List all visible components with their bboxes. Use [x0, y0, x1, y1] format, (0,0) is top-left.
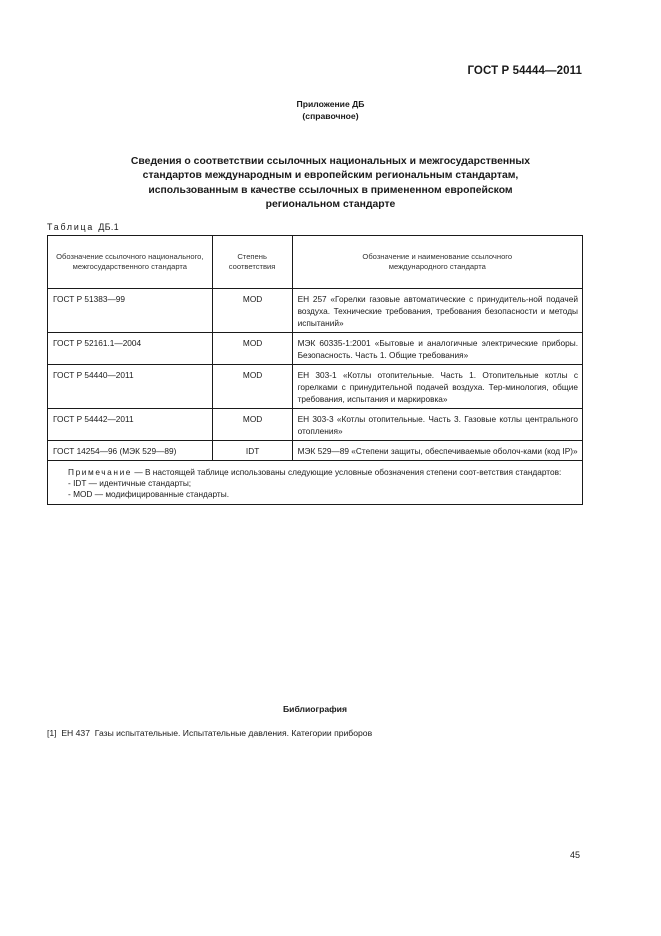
table-note-row [48, 461, 583, 505]
bibliography-title: Библиография [283, 704, 347, 714]
table-caption-number: ДБ.1 [98, 222, 120, 232]
national-standard-cell: ГОСТ Р 52161.1—2004 [48, 333, 213, 365]
note-item-mod: - MOD — модифицированные стандарты. [68, 489, 230, 499]
table-row [48, 409, 583, 441]
heading-line: региональном стандарте [265, 199, 396, 211]
appendix-subtitle: (справочное) [302, 111, 359, 121]
appendix-title-block [0, 98, 661, 122]
standard-code: ГОСТ Р 54444—2011 [467, 65, 582, 77]
reference-standard-cell: МЭК 60335-1:2001 «Бытовые и аналогичные электрические приборы. Безопасность. Часть 1. Общие требования» [292, 333, 582, 365]
degree-cell: MOD [212, 409, 292, 441]
national-standard-cell: ГОСТ Р 51383—99 [48, 289, 213, 333]
reference-standard-cell: МЭК 529—89 «Степени защиты, обеспечиваемые оболоч-ками (код IP)» [292, 441, 582, 461]
bibliography-entry: [1] ЕН 437 Газы испытательные. Испытательные давления. Категории приборов [47, 728, 373, 738]
column-header-reference: Обозначение и наименование ссылочного международного стандарта [292, 236, 582, 289]
column-header-degree: Степень соответствия [212, 236, 292, 289]
reference-standard-cell: ЕН 257 «Горелки газовые автоматические с принудитель-ной подачей воздуха. Технические требования, требования безопасности и методы испытаний» [292, 289, 582, 333]
column-header-national: Обозначение ссылочного национального, межгосударственного стандарта [48, 236, 213, 289]
heading-line: Сведения о соответствии ссылочных национальных и межгосударственных [130, 156, 531, 167]
national-standard-cell: ГОСТ Р 54440—2011 [48, 365, 213, 409]
national-standard-cell: ГОСТ Р 54442—2011 [48, 409, 213, 441]
degree-cell: IDT [212, 441, 292, 461]
correspondence-table [47, 235, 583, 505]
table-caption [47, 222, 119, 232]
note-item-idt: - IDT — идентичные стандарты; [68, 478, 192, 488]
reference-standard-cell: ЕН 303-3 «Котлы отопительные. Часть 3. Газовые котлы центрального отопления» [292, 409, 582, 441]
table-row [48, 289, 583, 333]
heading-line: стандартов международным и европейским региональным стандартам, [142, 170, 519, 182]
section-heading [70, 155, 591, 213]
appendix-title: Приложение ДБ [296, 99, 365, 109]
note-text: — В настоящей таблице использованы следующие условные обозначения степени соот-ветствия стандартов: [132, 467, 562, 477]
note-label: Примечание [68, 467, 133, 477]
national-standard-cell: ГОСТ 14254—96 (МЭК 529—89) [48, 441, 213, 461]
page-number: 45 [570, 850, 581, 860]
heading-line: использованным в качестве ссылочных в примененном европейском [148, 184, 513, 196]
table-row [48, 333, 583, 365]
table-header-row [48, 236, 583, 289]
table-row [48, 441, 583, 461]
table-row [48, 365, 583, 409]
degree-cell: MOD [212, 289, 292, 333]
table-note [48, 461, 583, 505]
table-caption-label: Таблица [47, 222, 95, 232]
reference-standard-cell: ЕН 303-1 «Котлы отопительные. Часть 1. Отопительные котлы с горелками с принудительной подачей воздуха. Тер-минология, общие требования, испытания и маркировка» [292, 365, 582, 409]
degree-cell: MOD [212, 365, 292, 409]
degree-cell: MOD [212, 333, 292, 365]
